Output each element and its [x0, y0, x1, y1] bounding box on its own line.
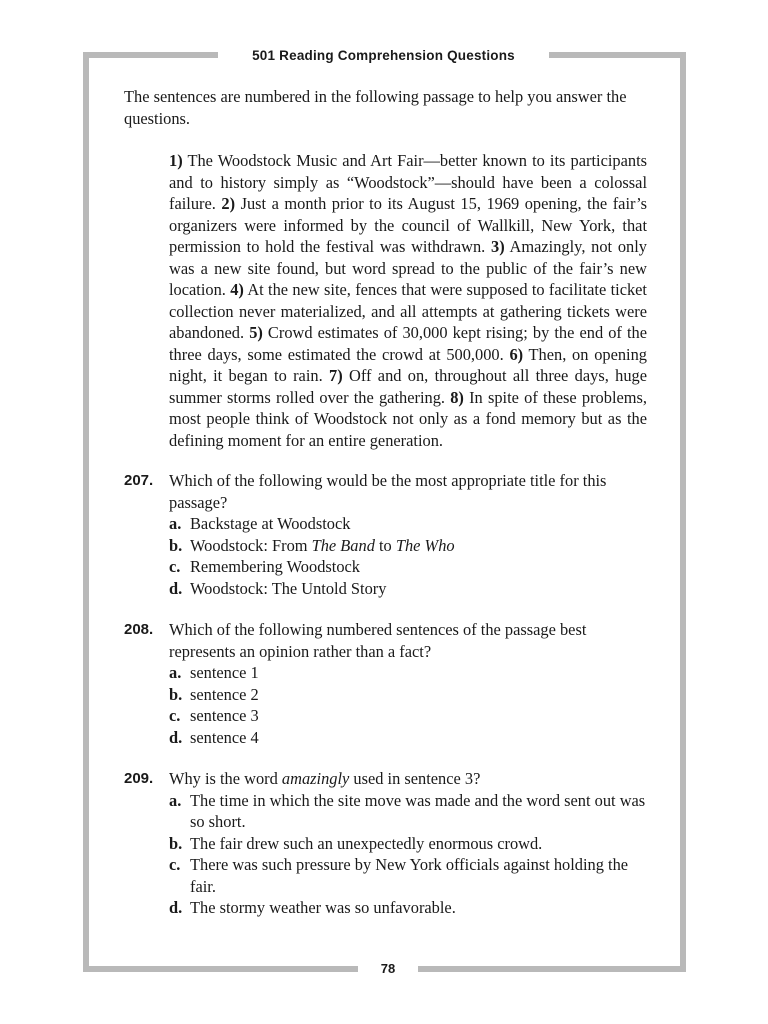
answer-option-b[interactable] — [169, 684, 654, 706]
option-letter: c. — [169, 557, 181, 576]
answer-option-c[interactable] — [169, 854, 654, 897]
answer-option-a[interactable] — [169, 662, 654, 684]
option-text-italic: The Band — [311, 535, 375, 555]
page-number: 78 — [380, 961, 396, 976]
option-text: to — [374, 535, 396, 555]
option-text-italic: The Who — [395, 535, 455, 555]
frame-top-right-rule — [549, 52, 686, 58]
answer-option-d[interactable] — [169, 578, 654, 600]
option-letter: b. — [169, 535, 183, 555]
option-text: sentence 3 — [190, 706, 259, 725]
option-text: The time in which the site move was made and the word sent out was so short. — [190, 790, 646, 831]
answer-option-d[interactable] — [169, 897, 654, 919]
option-letter: c. — [169, 855, 181, 874]
option-letter: c. — [169, 706, 181, 725]
frame-right-rule — [680, 52, 686, 972]
sentence-number: 5) — [249, 323, 263, 342]
sentence-number: 6) — [509, 344, 524, 364]
answer-option-c[interactable] — [169, 556, 654, 578]
answer-option-b[interactable] — [169, 535, 654, 557]
sentence-number: 1) — [169, 151, 183, 170]
sentence-text: The Woodstock Music and Art Fair—better known to its participants and to history simply as “Woodstock”—should have been a colossal failure. — [169, 151, 647, 213]
answer-option-a[interactable] — [169, 513, 654, 535]
sentence-text: Off and on, throughout all three days, huge summer storms rolled over the gathering. — [169, 366, 647, 407]
frame-left-rule — [83, 52, 89, 972]
option-text: Woodstock: From — [190, 535, 312, 555]
option-text: There was such pressure by New York officials against holding the fair. — [190, 855, 629, 896]
option-letter: b. — [169, 684, 183, 704]
option-letter: b. — [169, 833, 183, 853]
question-208 — [124, 619, 654, 748]
intro-text: The sentences are numbered in the following passage to help you answer the questions. — [124, 87, 627, 128]
frame-bottom-right-rule — [418, 966, 686, 972]
question-number: 209. — [124, 770, 154, 787]
option-letter: a. — [169, 514, 182, 533]
answer-option-d[interactable] — [169, 727, 654, 749]
stem-text: used in sentence 3? — [349, 769, 481, 788]
option-letter: d. — [169, 578, 183, 598]
frame-bottom-left-rule — [83, 966, 358, 972]
option-text: The stormy weather was so unfavorable. — [190, 898, 456, 917]
passage — [169, 150, 647, 451]
question-207 — [124, 470, 654, 599]
option-text: sentence 1 — [190, 663, 259, 682]
question-209 — [124, 768, 654, 919]
answer-option-a[interactable] — [169, 790, 654, 833]
option-letter: a. — [169, 790, 182, 810]
option-text: sentence 2 — [190, 684, 259, 704]
sentence-text: In spite of these problems, most people think of Woodstock not only as a fond memory but as the defining moment for an entire generation. — [169, 387, 648, 450]
option-text: Remembering Woodstock — [190, 557, 360, 576]
answer-option-b[interactable] — [169, 833, 654, 855]
sentence-number: 4) — [230, 280, 244, 299]
stem-text: Why is the word — [169, 769, 282, 788]
option-letter: d. — [169, 898, 183, 917]
option-text: The fair drew such an unexpectedly enormous crowd. — [190, 833, 543, 853]
sentence-number: 3) — [491, 237, 505, 256]
frame-top-left-rule — [83, 52, 218, 58]
question-stem: Which of the following numbered sentences of the passage best represents an opinion rather than a fact? — [169, 620, 587, 661]
sentence-text: Crowd estimates of 30,000 kept rising; by the end of the three days, some estimated the crowd at 500,000. — [169, 323, 647, 364]
sentence-number: 8) — [450, 387, 464, 407]
option-text: Backstage at Woodstock — [190, 514, 351, 533]
stem-text-italic: amazingly — [281, 769, 350, 788]
sentence-text: At the new site, fences that were supposed to facilitate ticket collection never materialized, and all attempts at gathering tickets were abandoned. — [169, 280, 647, 342]
question-number: 207. — [124, 472, 154, 489]
sentence-number: 2) — [221, 194, 236, 213]
option-text: Woodstock: The Untold Story — [190, 578, 387, 598]
sentence-text: Amazingly, not only was a new site found, but word spread to the public of the fair’s new location. — [169, 237, 647, 299]
question-number: 208. — [124, 621, 154, 638]
sentence-text: Then, on opening night, it began to rain. — [169, 344, 647, 385]
option-text: sentence 4 — [190, 727, 259, 747]
option-letter: a. — [169, 663, 182, 682]
sentence-number: 7) — [329, 366, 343, 385]
question-stem: Which of the following would be the most appropriate title for this passage? — [169, 471, 607, 512]
question-stem — [169, 768, 654, 790]
running-header: 501 Reading Comprehension Questions — [252, 48, 515, 63]
answer-option-c[interactable] — [169, 705, 654, 727]
option-letter: d. — [169, 727, 183, 747]
sentence-text: Just a month prior to its August 15, 1969 opening, the fair’s organizers were informed by the council of Wallkill, New York, that permission to hold the festival was withdrawn. — [169, 194, 647, 256]
